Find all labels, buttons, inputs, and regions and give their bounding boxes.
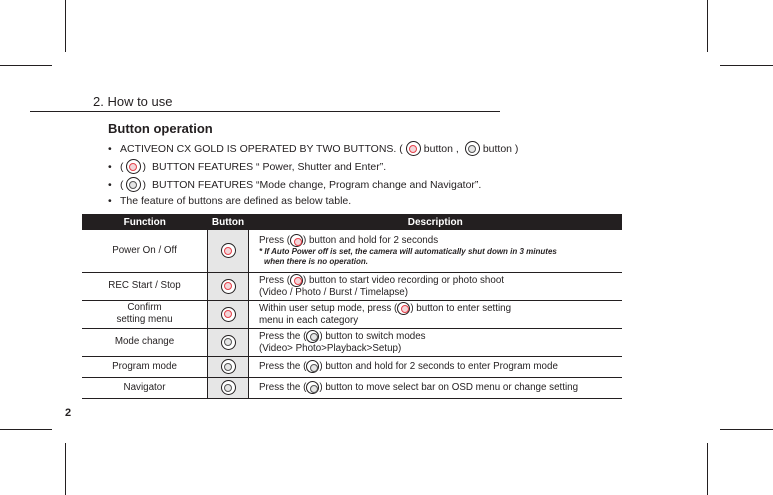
function-line: setting menu xyxy=(116,314,173,326)
power-shutter-button-icon xyxy=(221,243,236,258)
row-function: Power On / Off xyxy=(82,230,208,272)
desc-text: ) button to enter setting xyxy=(410,302,512,314)
bullet-table-intro xyxy=(108,195,351,207)
desc-text: ) button to switch modes xyxy=(319,330,426,342)
crop-mark xyxy=(0,429,52,430)
crop-mark xyxy=(720,429,773,430)
header-button: Button xyxy=(208,214,249,230)
row-button xyxy=(208,377,249,398)
row-button xyxy=(208,356,249,377)
bullet-text: ACTIVEON CX GOLD IS OPERATED BY TWO BUTTONS. ( xyxy=(120,142,403,155)
paren: ( xyxy=(120,160,124,173)
section-title: 2. How to use xyxy=(93,94,173,109)
crop-mark xyxy=(707,0,708,52)
desc-text: Within user setup mode, press ( xyxy=(259,302,398,314)
desc-text: (Video / Photo / Burst / Timelapse) xyxy=(259,286,409,298)
crop-mark xyxy=(65,443,66,495)
desc-text: Press ( xyxy=(259,274,291,286)
section-divider xyxy=(30,111,500,112)
table-row xyxy=(82,377,622,398)
bullet-dot: • xyxy=(108,195,112,207)
power-shutter-button-icon xyxy=(221,307,236,322)
header-description: Description xyxy=(249,214,623,230)
bullet-text: button ) xyxy=(482,142,519,155)
paren: ( xyxy=(120,178,124,191)
table-row xyxy=(82,300,622,328)
crop-mark xyxy=(720,65,773,66)
row-function: Program mode xyxy=(82,356,208,377)
mode-button-icon xyxy=(465,141,480,156)
page-heading: Button operation xyxy=(108,121,213,136)
crop-mark xyxy=(65,0,66,52)
mode-button-icon xyxy=(306,381,319,394)
auto-power-note: * If Auto Power off is set, the camera will automatically shut down in 3 minutes xyxy=(259,247,557,257)
desc-text: ) button to move select bar on OSD menu or change setting xyxy=(319,382,579,394)
row-button xyxy=(208,300,249,328)
bullet-dot: • xyxy=(108,160,112,173)
row-function xyxy=(82,300,208,328)
function-line: Confirm xyxy=(127,302,162,314)
desc-text: Press ( xyxy=(259,235,291,247)
desc-text: Press the ( xyxy=(259,382,307,394)
bullet-dot: • xyxy=(108,178,112,191)
mode-button-icon xyxy=(306,360,319,373)
button-function-table xyxy=(82,214,622,399)
crop-mark xyxy=(0,65,52,66)
desc-text: ) button and hold for 2 seconds to enter Program mode xyxy=(319,361,558,373)
crop-mark xyxy=(707,443,708,495)
table-row xyxy=(82,356,622,377)
power-shutter-button-icon xyxy=(406,141,421,156)
row-description xyxy=(249,300,623,328)
auto-power-note: when there is no operation. xyxy=(264,257,369,267)
header-function: Function xyxy=(82,214,208,230)
mode-button-icon xyxy=(221,380,236,395)
bullet-gray-button xyxy=(108,177,481,192)
row-function: REC Start / Stop xyxy=(82,272,208,300)
bullet-two-buttons xyxy=(108,141,518,156)
power-shutter-button-icon xyxy=(290,234,303,247)
paren: ) xyxy=(142,160,146,173)
power-shutter-button-icon xyxy=(221,279,236,294)
mode-button-icon xyxy=(221,359,236,374)
mode-button-icon xyxy=(306,330,319,343)
table-row xyxy=(82,230,622,272)
desc-text: Press the ( xyxy=(259,361,307,373)
row-function: Mode change xyxy=(82,328,208,356)
bullet-text: The feature of buttons are defined as below table. xyxy=(120,195,352,207)
row-description xyxy=(249,272,623,300)
mode-button-icon xyxy=(126,177,141,192)
table-row xyxy=(82,272,622,300)
row-button xyxy=(208,272,249,300)
bullet-text: BUTTON FEATURES “ Power, Shutter and Enter”. xyxy=(152,160,387,173)
desc-text: (Video> Photo>Playback>Setup) xyxy=(259,342,402,354)
power-shutter-button-icon xyxy=(126,159,141,174)
row-button xyxy=(208,328,249,356)
row-description xyxy=(249,328,623,356)
desc-text: ) button to start video recording or photo shoot xyxy=(303,274,504,286)
desc-text: Press the ( xyxy=(259,330,307,342)
row-button xyxy=(208,230,249,272)
row-description xyxy=(249,356,623,377)
mode-button-icon xyxy=(221,335,236,350)
row-description xyxy=(249,377,623,398)
row-function: Navigator xyxy=(82,377,208,398)
table-header-row xyxy=(82,214,622,230)
page-number: 2 xyxy=(65,407,72,419)
paren: ) xyxy=(142,178,146,191)
row-description xyxy=(249,230,623,272)
bullet-text: button , xyxy=(423,142,459,155)
desc-text: ) button and hold for 2 seconds xyxy=(303,235,439,247)
power-shutter-button-icon xyxy=(397,302,410,315)
desc-text: menu in each category xyxy=(259,314,359,326)
bullet-red-button xyxy=(108,159,386,174)
bullet-text: BUTTON FEATURES “Mode change, Program change and Navigator”. xyxy=(152,178,482,191)
power-shutter-button-icon xyxy=(290,274,303,287)
bullet-dot: • xyxy=(108,142,112,155)
table-row xyxy=(82,328,622,356)
